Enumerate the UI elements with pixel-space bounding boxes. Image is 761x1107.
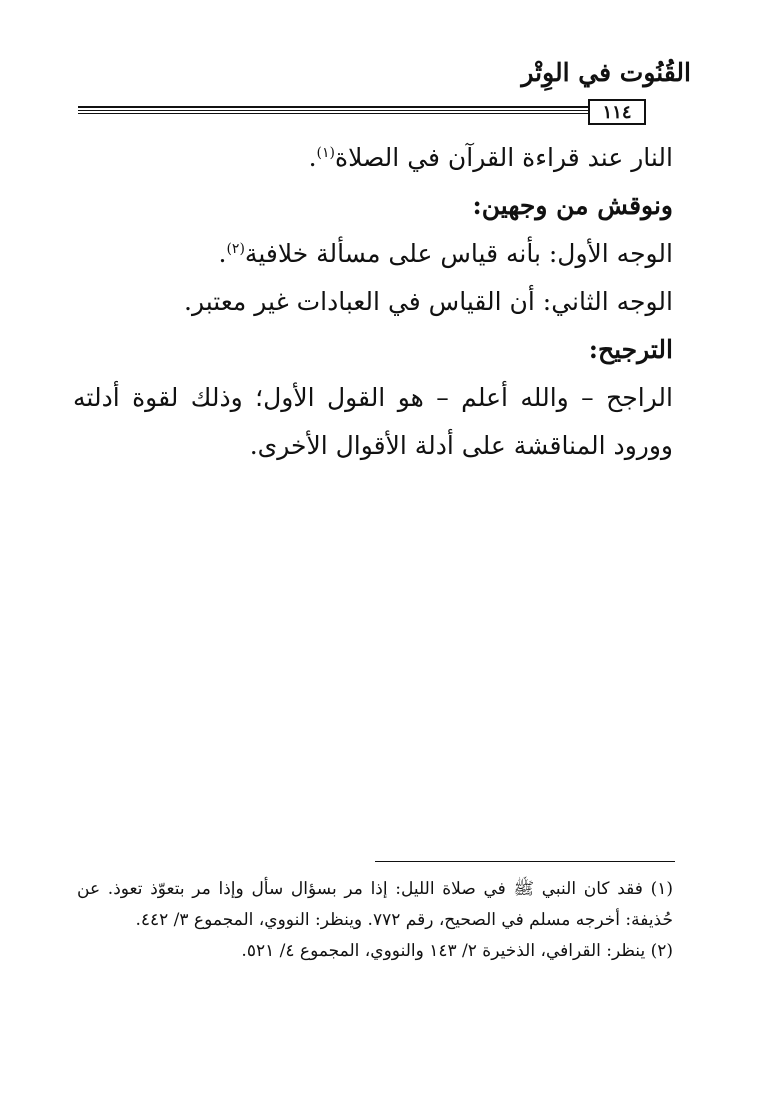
text-line-end: . bbox=[218, 239, 227, 268]
text-line bbox=[73, 134, 673, 182]
text-line-end: . bbox=[308, 143, 317, 172]
text-line-content: الوجه الأول: بأنه قياس على مسألة خلافية bbox=[244, 239, 673, 268]
section-heading: الترجيح: bbox=[588, 335, 673, 364]
text-line-content: النار عند قراءة القرآن في الصلاة bbox=[334, 143, 673, 172]
header-rule bbox=[78, 98, 678, 122]
header-rule-line bbox=[78, 106, 598, 108]
header-rule-line bbox=[78, 110, 598, 111]
text-line: الراجح – والله أعلم – هو القول الأول؛ وذلك لقوة أدلته bbox=[73, 383, 673, 412]
header-rule-line bbox=[78, 113, 598, 114]
footnote-ref: (١) bbox=[316, 145, 335, 161]
section-heading: ونوقش من وجهين: bbox=[472, 191, 673, 220]
footnote-separator bbox=[375, 861, 675, 862]
text-line: وورود المناقشة على أدلة الأقوال الأخرى. bbox=[249, 431, 673, 460]
footnote: (١) فقد كان النبي ﷺ في صلاة الليل: إذا مر بسؤال سأل وإذا مر بتعوّذ تعوذ. عن حُذيفة: أخرجه مسلم في الصحيح، رقم ٧٧٢. وينظر: النووي، المجموع ٣/ ٤٤٢. bbox=[77, 879, 673, 930]
running-header-title: القُنُوت في الوِتْر bbox=[521, 58, 691, 87]
text-line: الوجه الثاني: أن القياس في العبادات غير معتبر. bbox=[184, 287, 673, 316]
main-text bbox=[73, 134, 673, 470]
footnote-ref: (٢) bbox=[226, 241, 245, 257]
text-line bbox=[73, 230, 673, 278]
footnote: (٢) ينظر: القرافي، الذخيرة ٢/ ١٤٣ والنووي، المجموع ٤/ ٥٢١. bbox=[241, 941, 673, 961]
footnotes bbox=[77, 874, 673, 967]
page-number: ١١٤ bbox=[588, 99, 646, 125]
